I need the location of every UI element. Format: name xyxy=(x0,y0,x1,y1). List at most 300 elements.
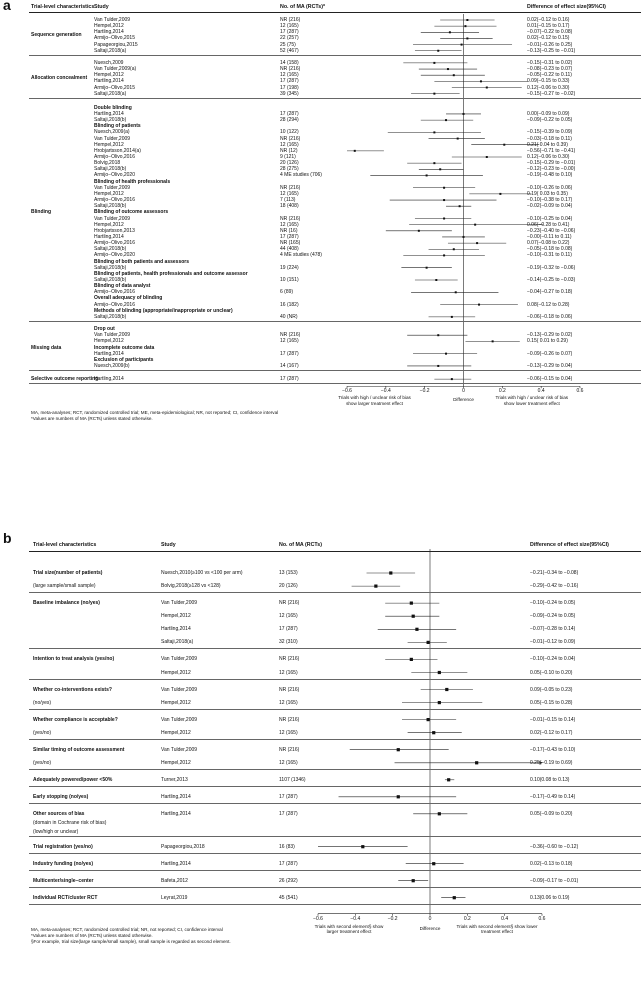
point-estimate xyxy=(427,641,430,644)
group-label: Baseline imbalance (no/yes) xyxy=(33,600,100,607)
ma-count: NR (216) xyxy=(280,66,301,73)
study-name: Bafeta,2012 xyxy=(161,877,188,884)
effect-estimate: 0.08(−0.12 to 0.28) xyxy=(527,301,570,308)
x-tick-label: 0.2 xyxy=(463,915,471,922)
study-name: Turner,2013 xyxy=(161,776,188,783)
point-estimate xyxy=(492,340,494,342)
study-name: Hempel,2012 xyxy=(94,141,124,148)
panel-label-b: b xyxy=(3,530,12,546)
group-rule xyxy=(29,887,641,888)
effect-estimate: −0.06(−0.15 to 0.04) xyxy=(527,376,573,383)
study-name: Papageorgiou,2015 xyxy=(94,41,138,48)
group-label: Sequence generation xyxy=(31,32,82,39)
subgroup-label: Blinding of both patients and assessors xyxy=(94,258,190,265)
effect-estimate: −0.13(−0.29 to 0.02) xyxy=(527,332,573,339)
effect-estimate: −0.05(−0.18 to 0.08) xyxy=(527,246,573,253)
effect-estimate: −0.09(−0.26 to 0.07) xyxy=(527,350,573,357)
group-label: Industry funding (no/yes) xyxy=(33,860,93,867)
ma-count: 4 ME studies (478) xyxy=(280,252,322,259)
point-estimate xyxy=(474,224,476,226)
x-tick-label: −0.4 xyxy=(380,388,391,395)
effect-estimate: −0.04(−0.27 to 0.18) xyxy=(527,289,573,296)
axis-note-left: Trials with second element§ show larger treatment effect xyxy=(314,923,384,935)
point-estimate xyxy=(445,688,448,691)
ma-count: 1107 (1346) xyxy=(279,776,306,783)
effect-estimate: −0.15(−0.39 to 0.09) xyxy=(527,129,573,136)
ma-count: 16 (182) xyxy=(280,301,299,308)
study-name: Hempel,2012 xyxy=(94,72,124,79)
x-tick-label: 0.6 xyxy=(538,915,546,922)
x-tick-label: −0.6 xyxy=(313,915,323,922)
ma-count: 12 (165) xyxy=(280,190,299,197)
effect-estimate: −0.10(−0.24 to 0.04) xyxy=(530,656,576,663)
footnote: MA, meta-analyses; RCT, randomized controlled trial; ME, meta-epidemiological; NR, not reported; CI, confidence interval xyxy=(31,410,279,416)
effect-estimate: 0.07(−0.08 to 0.22) xyxy=(527,240,570,247)
effect-estimate: −0.21(−0.34 to −0.08) xyxy=(530,570,579,576)
ma-count: 9 (121) xyxy=(280,154,296,160)
group-rule xyxy=(29,786,641,787)
group-rule xyxy=(29,370,641,371)
effect-estimate: −0.01(−0.12 to 0.09) xyxy=(530,639,576,646)
ma-count: 52 (467) xyxy=(280,47,299,54)
effect-estimate: 0.02(−0.12 to 0.16) xyxy=(527,17,570,23)
subgroup-label: Blinding of patients xyxy=(94,123,141,130)
ma-count: 25 (75) xyxy=(280,41,296,48)
group-rule xyxy=(29,769,641,770)
point-estimate xyxy=(437,365,439,367)
footnote: *Values are numbers of MA (RCTs) unless stated otherwise. xyxy=(31,416,153,422)
subgroup-label: Blinding of data analyst xyxy=(94,283,151,290)
ma-count: 12 (165) xyxy=(280,141,299,148)
subgroup-label: Blinding of patients, health professionals and outcome assessor xyxy=(94,270,248,277)
effect-estimate: 0.02(−0.12 to 0.15) xyxy=(527,35,570,42)
effect-estimate: 0.05(−0.10 to 0.20) xyxy=(530,669,573,676)
ma-count: 12 (165) xyxy=(280,72,299,79)
ma-count: 12 (165) xyxy=(279,613,298,620)
col-header-nma: No. of MA (RCTs) xyxy=(279,542,322,548)
effect-estimate: 0.05(−0.09 to 0.20) xyxy=(530,810,573,817)
study-name: Hartling,2014 xyxy=(94,233,124,240)
effect-estimate: 0.09(−0.15 to 0.33) xyxy=(527,78,570,85)
group-label: Allocation concealment xyxy=(31,75,88,82)
ma-count: NR (216) xyxy=(280,135,301,142)
group-rule xyxy=(29,679,641,680)
group-rule xyxy=(29,383,641,384)
effect-estimate: −0.07(−0.22 to 0.08) xyxy=(527,29,573,36)
effect-estimate: 0.02(−0.13 to 0.18) xyxy=(530,860,573,867)
group-label: Intention to treat analysis (yes/no) xyxy=(33,656,115,663)
col-header-study: Study xyxy=(161,542,176,548)
study-name: Van Tulder,2009 xyxy=(161,686,198,693)
ma-count: 17 (287) xyxy=(280,233,299,240)
ma-count: 17 (287) xyxy=(279,793,298,800)
subgroup-label: Overall adequacy of blinding xyxy=(94,295,163,302)
effect-estimate: 0.12(−0.06 to 0.30) xyxy=(527,84,570,91)
point-estimate xyxy=(466,19,468,21)
point-estimate xyxy=(480,80,482,82)
point-estimate xyxy=(478,304,480,306)
effect-estimate: 0.21( 0.04 to 0.39) xyxy=(527,141,568,148)
study-name: Van Tulder,2009 xyxy=(161,746,198,753)
study-name: Armijo−Olivo,2015 xyxy=(94,84,135,91)
axis-note-right: Trials with second element§ show lower treatment effect xyxy=(456,923,538,935)
subgroup-label: Blinding of health professionals xyxy=(94,178,171,185)
ma-count: 17 (198) xyxy=(280,84,299,91)
group-rule xyxy=(29,55,641,56)
ma-count: 12 (165) xyxy=(279,699,298,706)
ma-count: 17 (287) xyxy=(280,350,299,357)
group-rule xyxy=(29,853,641,854)
point-estimate xyxy=(438,671,441,674)
effect-estimate: −0.13(−0.25 to −0.01) xyxy=(527,47,576,54)
effect-estimate: −0.01(−0.15 to 0.14) xyxy=(530,716,576,723)
study-name: Hartling,2014 xyxy=(161,810,191,817)
ma-count: 17 (287) xyxy=(279,626,298,633)
ma-count: 7 (113) xyxy=(280,197,296,204)
effect-estimate: −0.06(−0.18 to 0.06) xyxy=(527,313,573,320)
ma-count: 44 (408) xyxy=(280,246,299,253)
point-estimate xyxy=(443,199,445,201)
group-label: Trial registration (yes/no) xyxy=(33,843,93,850)
group-label: (yes/no) xyxy=(33,759,52,766)
point-estimate xyxy=(410,658,413,661)
effect-estimate: −0.17(−0.43 to 0.10) xyxy=(530,746,576,753)
x-tick-label: −0.2 xyxy=(387,915,398,922)
effect-estimate: −0.09(−0.17 to −0.01) xyxy=(530,877,579,884)
ma-count: 10 (151) xyxy=(280,277,299,283)
study-name: Saltaji,2018(b) xyxy=(94,313,127,320)
ma-count: 18 (408) xyxy=(280,203,299,210)
point-estimate xyxy=(432,862,435,865)
x-tick-label: −0.4 xyxy=(350,915,361,922)
ma-count: 14 (158) xyxy=(280,59,299,66)
study-name: Van Tulder,2009 xyxy=(94,135,131,142)
ma-count: 28 (294) xyxy=(280,117,299,124)
point-estimate xyxy=(361,845,364,848)
study-name: Armijo−Olivo,2016 xyxy=(94,301,135,308)
subgroup-label: Drop out xyxy=(94,326,115,333)
study-name: Van Tulder,2009(a) xyxy=(94,66,137,73)
effect-estimate: −0.19(−0.48 to 0.10) xyxy=(527,172,573,179)
study-name: Saltaji,2018(b) xyxy=(94,246,127,253)
group-label: (no/yes) xyxy=(33,699,52,706)
effect-estimate: −0.10(−0.25 to 0.04) xyxy=(527,215,573,222)
ma-count: 17 (287) xyxy=(280,110,299,117)
study-name: Van Tulder,2009 xyxy=(161,716,198,723)
effect-estimate: −0.09(−0.24 to 0.05) xyxy=(530,613,576,620)
point-estimate xyxy=(476,242,478,244)
ma-count: 10 (122) xyxy=(280,129,299,136)
point-estimate xyxy=(427,718,430,721)
point-estimate xyxy=(443,254,445,256)
ma-count: 28 (275) xyxy=(280,166,299,173)
point-estimate xyxy=(412,879,415,882)
point-estimate xyxy=(439,168,441,170)
group-rule xyxy=(29,904,641,905)
point-estimate xyxy=(433,162,435,164)
study-name: Hrobjartsson,2014(a) xyxy=(94,147,141,154)
ma-count: 12 (165) xyxy=(279,729,298,736)
effect-estimate: −0.03(−0.18 to 0.11) xyxy=(527,135,572,142)
x-tick-label: 0.4 xyxy=(501,915,509,922)
group-rule xyxy=(29,803,641,804)
study-name: Nuesch,2010(≥100 vs <100 per arm) xyxy=(161,570,243,576)
group-rule xyxy=(29,592,641,593)
study-name: Hartling,2014 xyxy=(94,376,124,383)
study-name: Hempel,2012 xyxy=(161,669,191,676)
point-estimate xyxy=(466,37,468,39)
point-estimate xyxy=(449,31,451,33)
point-estimate xyxy=(418,230,420,232)
col-header-effect: Difference of effect size(95%CI) xyxy=(530,542,609,548)
effect-estimate: 0.01(−0.15 to 0.17) xyxy=(527,23,570,30)
effect-estimate: −0.56(−0.71 to −0.41) xyxy=(527,147,576,154)
ma-count: 19 (224) xyxy=(280,264,299,271)
study-name: Hrobjartsson,2013 xyxy=(94,227,135,234)
study-name: Nuesch,2009 xyxy=(94,59,124,66)
footnote: MA, meta-analyses; RCT, randomized controlled trial; NR, not reported; CI, confidence interval xyxy=(31,926,223,932)
effect-estimate: −0.02(−0.09 to 0.04) xyxy=(527,203,573,210)
ma-count: NR (216) xyxy=(279,716,300,723)
point-estimate xyxy=(433,131,435,133)
col-header-nma: No. of MA (RCTs)* xyxy=(280,4,326,10)
ma-count: NR (216) xyxy=(279,686,300,693)
point-estimate xyxy=(438,701,441,704)
x-tick-label: −0.2 xyxy=(419,388,430,395)
study-name: Hempel,2012 xyxy=(161,729,191,736)
ma-count: 39 (345) xyxy=(280,90,299,97)
ma-count: 20 (126) xyxy=(279,583,298,590)
group-rule xyxy=(29,870,641,871)
study-name: Armijo−Olivo,2015 xyxy=(94,35,135,42)
group-label: Similar timing of outcome assessment xyxy=(33,746,125,753)
study-name: Saltaji,2018(a) xyxy=(94,90,127,97)
study-name: Armijo−Olivo,2016 xyxy=(94,289,135,296)
point-estimate xyxy=(459,205,461,207)
axis-note-left: Trials with high / unclear risk of bias show larger treatment effect xyxy=(338,395,411,406)
point-estimate xyxy=(453,74,455,76)
ma-count: NR (216) xyxy=(279,746,300,753)
footnote: §For example, trial size(large sample/small sample), small sample is regarded as second element. xyxy=(31,938,231,944)
study-name: Van Tulder,2009 xyxy=(94,215,131,222)
group-label: Selective outcome reporting xyxy=(31,376,99,383)
panel-label-a: a xyxy=(3,0,11,13)
point-estimate xyxy=(415,628,418,631)
effect-estimate: 0.00(−0.09 to 0.09) xyxy=(527,110,570,117)
x-tick-label: 0 xyxy=(462,388,465,395)
effect-estimate: −0.10(−0.38 to 0.17) xyxy=(527,197,573,204)
point-estimate xyxy=(451,378,453,380)
study-name: Armijo−Olivo,2016 xyxy=(94,154,135,160)
ma-count: NR (216) xyxy=(280,184,301,191)
group-label: Blinding xyxy=(31,209,51,216)
group-rule xyxy=(29,321,641,322)
point-estimate xyxy=(499,193,501,195)
x-tick-label: 0 xyxy=(428,915,432,922)
ma-count: 22 (257) xyxy=(280,35,299,42)
ma-count: 6 (89) xyxy=(280,289,294,296)
study-name: Van Tulder,2009 xyxy=(161,656,198,663)
group-label: (domain in Cochrane risk of bias) xyxy=(33,819,107,826)
point-estimate xyxy=(453,248,455,250)
point-estimate xyxy=(354,150,356,152)
study-name: Leyrat,2019 xyxy=(161,894,188,901)
subgroup-label: Methods of blinding (appropriate/inappropriate or unclear) xyxy=(94,307,233,314)
study-name: Saltaji,2018(b) xyxy=(94,277,127,283)
effect-estimate: 0.13(0.06 to 0.19) xyxy=(530,894,570,901)
effect-estimate: −0.10(−0.31 to 0.11) xyxy=(527,252,572,259)
ma-count: 45 (541) xyxy=(279,894,298,901)
effect-estimate: −0.05(−0.22 to 0.11) xyxy=(527,72,572,79)
point-estimate xyxy=(437,334,439,336)
point-estimate xyxy=(447,778,450,781)
point-estimate xyxy=(445,119,447,121)
point-estimate xyxy=(432,731,435,734)
ma-count: NR (216) xyxy=(280,215,301,222)
group-label: Early stopping (no/yes) xyxy=(33,793,89,800)
study-name: Saltaji,2018(b) xyxy=(94,264,127,271)
study-name: Hempel,2012 xyxy=(94,190,124,197)
group-rule xyxy=(29,836,641,837)
axis-label-difference: Difference xyxy=(453,397,474,403)
group-rule xyxy=(29,98,641,99)
study-name: Van Tulder,2009 xyxy=(94,17,131,23)
ma-count: 14 (167) xyxy=(280,362,299,369)
effect-estimate: 0.02(−0.12 to 0.17) xyxy=(530,729,573,736)
study-name: Hartling,2014 xyxy=(94,110,124,117)
point-estimate xyxy=(433,93,435,95)
point-estimate xyxy=(438,812,441,815)
ma-count: 26 (292) xyxy=(279,877,298,884)
subgroup-label: Blinding of outcome assessors xyxy=(94,209,169,216)
axis-label-difference: Difference xyxy=(419,925,441,931)
ma-count: NR (16) xyxy=(280,227,298,234)
ma-count: NR (216) xyxy=(280,17,301,23)
ma-count: 17 (287) xyxy=(279,810,298,817)
ma-count: NR (216) xyxy=(280,332,301,339)
effect-estimate: −0.19(−0.32 to −0.06) xyxy=(527,264,576,271)
effect-estimate: 0.09(−0.05 to 0.23) xyxy=(530,686,573,693)
point-estimate xyxy=(397,748,400,751)
study-name: Nuesch,2009(b) xyxy=(94,362,130,369)
study-name: Hempel,2012 xyxy=(161,699,191,706)
point-estimate xyxy=(389,571,392,574)
study-name: Hartling,2014 xyxy=(161,793,191,800)
point-estimate xyxy=(475,761,478,764)
point-estimate xyxy=(426,174,428,176)
study-name: Armijo−Olivo,2016 xyxy=(94,240,135,247)
group-label: Multicenter/single−center xyxy=(33,877,94,884)
ma-count: 40 (NR) xyxy=(280,313,298,320)
effect-estimate: −0.15(−0.31 to 0.02) xyxy=(527,59,573,66)
effect-estimate: 0.15( 0.01 to 0.29) xyxy=(527,338,568,345)
study-name: Bolvig,2018(≥128 vs <128) xyxy=(161,583,221,590)
point-estimate xyxy=(443,187,445,189)
point-estimate xyxy=(453,896,456,899)
group-label: Whether compliance is acceptable? xyxy=(33,716,118,723)
study-name: Hempel,2012 xyxy=(94,23,124,30)
group-label: (low/high or unclear) xyxy=(33,828,79,835)
study-name: Hempel,2012 xyxy=(161,613,191,620)
ma-count: 4 ME studies (706) xyxy=(280,172,322,179)
x-tick-label: −0.6 xyxy=(342,388,352,395)
study-name: Saltaji,2018(b) xyxy=(94,117,127,124)
point-estimate xyxy=(461,44,463,46)
study-name: Van Tulder,2009 xyxy=(94,332,131,339)
effect-estimate: −0.29(−0.42 to −0.16) xyxy=(530,583,579,590)
group-rule xyxy=(29,648,641,649)
point-estimate xyxy=(445,353,447,355)
ma-count: 16 (83) xyxy=(279,843,295,850)
study-name: Hartling,2014 xyxy=(94,78,124,85)
subgroup-label: Incomplete outcome data xyxy=(94,344,155,351)
ma-count: NR (165) xyxy=(280,240,301,247)
ma-count: 12 (165) xyxy=(279,759,298,766)
ma-count: 12 (165) xyxy=(280,221,299,228)
study-name: Hartling,2014 xyxy=(161,860,191,867)
col-header-trial: Trial-level characteristics xyxy=(33,542,97,548)
ma-count: 12 (165) xyxy=(279,669,298,676)
col-header-study: Study xyxy=(94,4,109,10)
col-header-effect: Difference of effect size(95%CI) xyxy=(527,4,606,10)
point-estimate xyxy=(437,50,439,52)
study-name: Hartling,2014 xyxy=(94,350,124,357)
ma-count: 12 (165) xyxy=(280,23,299,30)
study-name: Hempel,2012 xyxy=(161,759,191,766)
effect-estimate: 0.25(−0.19 to 0.69) xyxy=(530,759,573,766)
effect-estimate: −0.23(−0.40 to −0.06) xyxy=(527,227,576,234)
study-name: Saltaji,2018(b) xyxy=(94,166,127,173)
effect-estimate: −0.09(−0.22 to 0.05) xyxy=(527,117,573,124)
effect-estimate: −0.00(−0.11 to 0.11) xyxy=(527,233,572,240)
group-label: Missing data xyxy=(31,344,62,351)
ma-count: 17 (287) xyxy=(280,376,299,383)
point-estimate xyxy=(397,795,400,798)
subgroup-label: Exclusion of participants xyxy=(94,356,154,363)
col-header-trial: Trial-level characteristics xyxy=(31,4,95,10)
effect-estimate: −0.01(−0.26 to 0.25) xyxy=(527,41,573,48)
x-tick-label: 0.6 xyxy=(576,388,584,395)
study-name: Armijo−Olivo,2020 xyxy=(94,172,135,179)
effect-estimate: −0.17(−0.49 to 0.14) xyxy=(530,793,576,800)
point-estimate xyxy=(503,144,505,146)
ma-count: NR (12) xyxy=(280,147,298,154)
point-estimate xyxy=(433,62,435,64)
point-estimate xyxy=(451,316,453,318)
effect-estimate: −0.08(−0.23 to 0.07) xyxy=(527,66,573,73)
group-label: (large sample/small sample) xyxy=(33,583,96,590)
study-name: Hartling,2014 xyxy=(161,626,191,633)
effect-estimate: −0.10(−0.24 to 0.05) xyxy=(530,600,576,607)
ma-count: 32 (310) xyxy=(279,639,298,646)
study-name: Nuesch,2009(a) xyxy=(94,129,130,136)
study-name: Bolvig,2018 xyxy=(94,160,121,167)
ma-count: 17 (287) xyxy=(280,78,299,85)
x-tick-label: 0.4 xyxy=(537,388,545,395)
study-name: Hartling,2014 xyxy=(94,29,124,36)
point-estimate xyxy=(455,291,457,293)
effect-estimate: 0.05(−0.15 to 0.28) xyxy=(530,699,573,706)
group-label: Whether co-interventions exists? xyxy=(33,686,112,693)
effect-estimate: −0.15(−0.29 to −0.01) xyxy=(527,160,576,167)
group-label: Individual RCT/cluster RCT xyxy=(33,894,98,901)
point-estimate xyxy=(412,615,415,618)
effect-estimate: 0.10(0.08 to 0.13) xyxy=(530,776,570,783)
subgroup-label: Double blinding xyxy=(94,104,132,111)
x-tick-label: 0.2 xyxy=(498,388,506,395)
effect-estimate: 0.12(−0.06 to 0.30) xyxy=(527,154,570,160)
point-estimate xyxy=(486,87,488,89)
